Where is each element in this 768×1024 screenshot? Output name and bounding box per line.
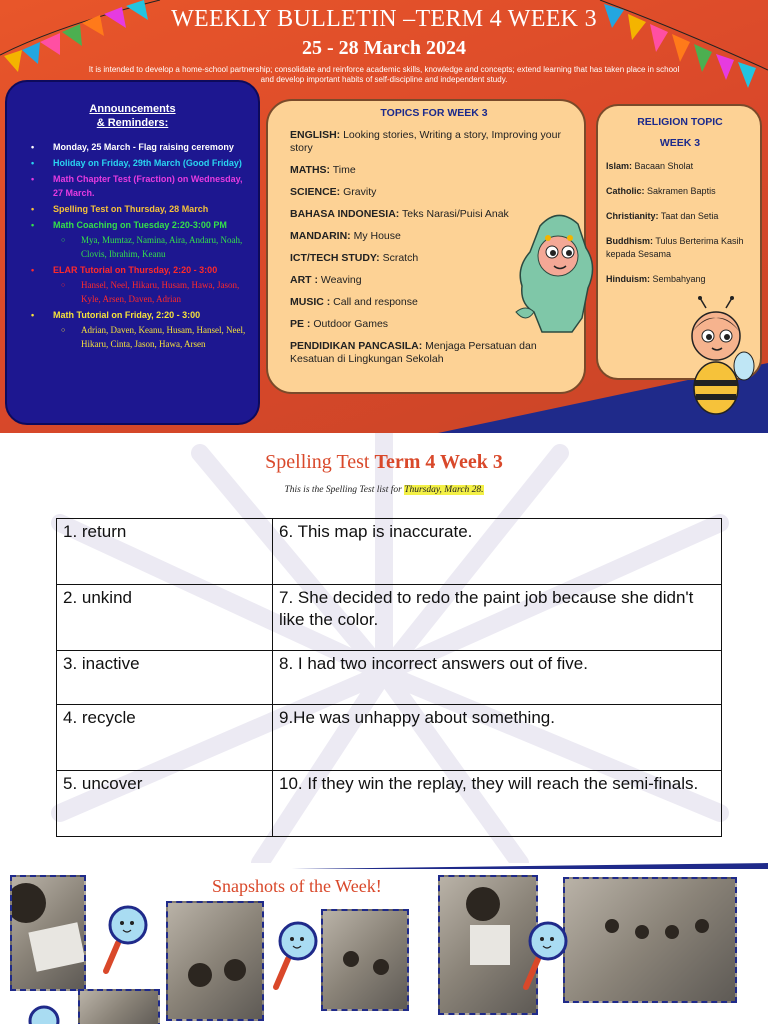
spelling-sentence: 9.He was unhappy about something. [273,705,722,771]
intro-line-2: and develop important habits of self-discipline and independent study. [260,75,508,84]
bulletin-title: WEEKLY BULLETIN –TERM 4 WEEK 3 [171,6,597,32]
coaching-names-list [53,234,248,261]
table-row [57,651,722,705]
table-row [57,771,722,837]
religion-heading [606,112,754,154]
spelling-title-plain: Spelling Test [265,451,375,473]
spelling-word-table [56,518,722,837]
spelling-title [0,451,768,474]
spelling-subtitle-text: This is the Spelling Test list for [284,485,405,495]
spelling-test-section [0,433,768,863]
snapshot-photo [78,989,160,1024]
topic-text: Weaving [320,274,362,286]
announcement-item: • Spelling Test on Thursday, 28 March [29,202,248,216]
religion-topic: Sakramen Baptis [647,186,716,196]
topic-subject: MUSIC : [290,296,331,308]
friday-names: ○ Adrian, Daven, Keanu, Husam, Hansel, Neel, Hikaru, Cinta, Jason, Hawa, Arsen [53,324,248,351]
religion-topic: Tulus Berterima Kasih kepada Sesama [606,236,744,259]
friday-names-list [53,324,248,351]
religion-heading-line-2: WEEK 3 [659,137,701,149]
religion-topic: Taat dan Setia [660,211,719,221]
snapshot-photo [563,877,737,1003]
religion-faith: Christianity: [606,211,659,221]
magnifier-icon [520,919,572,991]
topics-heading: TOPICS FOR WEEK 3 [380,107,488,119]
announcement-item-text: ELAR Tutorial on Thursday, 2:20 - 3:00 [53,265,218,275]
magnifier-icon [22,1003,66,1024]
religion-item [606,273,754,286]
announcement-item-text: Math Coaching on Tuesday 2:20-3:00 PM [53,220,227,230]
topic-subject: MANDARIN: [290,230,351,242]
topic-text: Looking stories, Writing a story, Improving your story [290,129,561,154]
snapshots-title: Snapshots of the Week! [212,876,382,896]
spelling-subtitle [0,485,768,495]
spelling-test-date-highlight: Thursday, March 28. [404,485,484,495]
table-row [57,519,722,585]
topic-text: Call and response [333,296,418,308]
religion-faith: Hinduism: [606,274,650,284]
snapshot-photo [321,909,409,1011]
topic-item [290,164,578,177]
spelling-word: 1. return [57,519,273,585]
topic-text: Gravity [343,186,377,198]
topic-subject: MATHS: [290,164,331,176]
snapshot-photo [166,901,264,1021]
spelling-sentence: 6. This map is inaccurate. [273,519,722,585]
topic-text: My House [353,230,401,242]
announcement-item: • Monday, 25 March - Flag raising ceremony [29,140,248,154]
religion-topic: Bacaan Sholat [634,161,694,171]
announcements-heading-line-1: Announcements [89,103,176,115]
decorative-navy-band [0,863,768,869]
spelling-sentence: 7. She decided to redo the paint job because she didn't like the color. [273,585,722,651]
dinosaur-mascot-illustration [512,208,604,340]
announcement-item [29,263,248,306]
religion-item [606,210,754,223]
elar-names: ○ Hansel, Neel, Hikaru, Husam, Hawa, Jason, Kyle, Arsen, Daven, Adrian [53,279,248,306]
religion-topic: Sembahyang [652,274,706,284]
spelling-word: 3. inactive [57,651,273,705]
topic-subject: PENDIDIKAN PANCASILA: [290,340,423,352]
bulletin-dates: 25 - 28 March 2024 [301,37,467,59]
topic-text: Menjaga Persatuan dan Kesatuan di Lingkungan Sekolah [290,340,537,365]
topic-text: Time [332,164,356,176]
religion-faith: Catholic: [606,186,645,196]
spelling-word: 2. unkind [57,585,273,651]
topic-item [290,186,578,199]
coaching-names: ○ Mya, Mumtaz, Namina, Aira, Andaru, Noah, Clovis, Ibrahim, Keanu [53,234,248,261]
topic-subject: ART : [290,274,318,286]
topic-item [290,129,578,155]
religion-item [606,185,754,198]
spelling-title-bold: Term 4 Week 3 [374,451,503,473]
topic-subject: PE : [290,318,311,330]
announcement-item [29,308,248,351]
religion-faith: Buddhism: [606,236,653,246]
bee-mascot-illustration [676,296,756,420]
magnifier-icon [100,903,152,975]
topic-text: Outdoor Games [313,318,389,330]
announcements-panel [5,80,260,425]
announcement-item [29,218,248,261]
spelling-word: 5. uncover [57,771,273,837]
topic-text: Teks Narasi/Puisi Anak [402,208,509,220]
snapshot-photo [10,875,86,991]
table-row [57,585,722,651]
intro-line-1: It is intended to develop a home-school partnership; consolidate and reinforce academic skills, knowledge and concepts; extend learning that has taken place in school [88,65,680,74]
spelling-sentence: 10. If they win the replay, they will reach the semi-finals. [273,771,722,837]
topic-item [290,340,560,366]
announcements-heading-line-2: & Reminders: [96,117,169,129]
elar-names-list [53,279,248,306]
religion-item [606,235,754,261]
topic-subject: ICT/TECH STUDY: [290,252,380,264]
topic-subject: SCIENCE: [290,186,341,198]
topic-subject: ENGLISH: [290,129,341,141]
announcements-heading [17,102,248,130]
bulletin-header [0,0,768,433]
topic-text: Scratch [382,252,419,264]
magnifier-icon [270,919,322,991]
spelling-word: 4. recycle [57,705,273,771]
announcement-item: • Math Chapter Test (Fraction) on Wednesday, 27 March. [29,172,248,200]
announcements-list [29,140,248,351]
table-row [57,705,722,771]
announcement-item-text: Math Tutorial on Friday, 2:20 - 3:00 [53,310,201,320]
topic-subject: BAHASA INDONESIA: [290,208,400,220]
spelling-sentence: 8. I had two incorrect answers out of five. [273,651,722,705]
snapshots-section [0,863,768,1024]
religion-heading-line-1: RELIGION TOPIC [637,116,723,128]
announcement-item: • Holiday on Friday, 29th March (Good Friday) [29,156,248,170]
religion-item [606,160,754,173]
religion-faith: Islam: [606,161,633,171]
